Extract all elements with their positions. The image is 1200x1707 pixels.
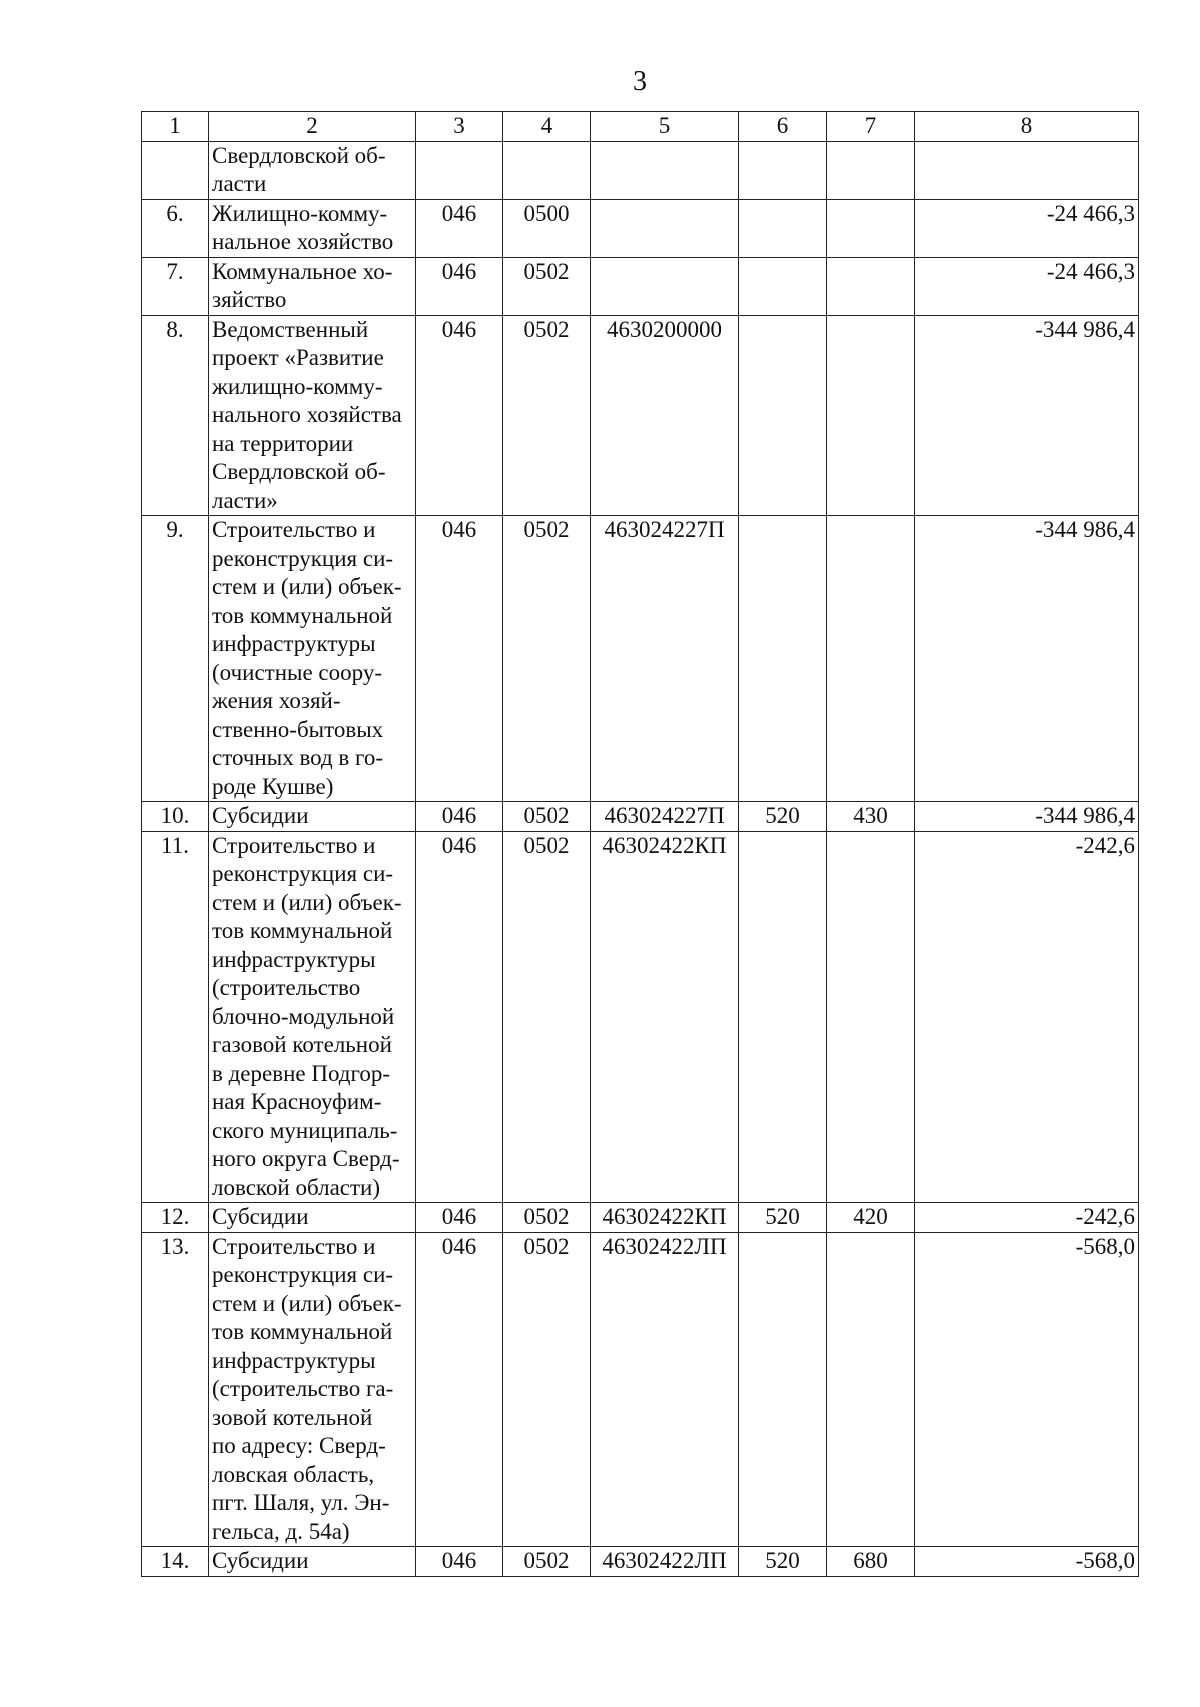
row-name-line: тов коммунальной bbox=[212, 1319, 393, 1344]
row-name-line: стем и (или) объек- bbox=[212, 1290, 402, 1316]
ministry-code-cell: 046 bbox=[416, 1232, 503, 1547]
row-name-line: гельса, д. 54а) bbox=[212, 1518, 350, 1544]
section-code-cell: 0500 bbox=[503, 199, 591, 257]
ministry-code-cell: 046 bbox=[416, 1203, 503, 1233]
row-name-line: Коммунальное хо- bbox=[212, 258, 393, 284]
row-name-line: ная Красноуфим- bbox=[212, 1089, 382, 1114]
row-number-cell: 9. bbox=[142, 516, 209, 802]
row-name-line: Ведомственный bbox=[212, 316, 369, 342]
page-number: 3 bbox=[633, 66, 647, 97]
row-number-cell: 10. bbox=[142, 802, 209, 832]
expense-type-cell bbox=[739, 141, 827, 199]
column-7-cell bbox=[827, 315, 915, 516]
expense-type-cell: 520 bbox=[739, 1547, 827, 1577]
target-article-cell bbox=[591, 257, 739, 315]
table-body bbox=[142, 112, 1139, 1577]
row-name-line: Субсидии bbox=[212, 803, 309, 828]
table-row bbox=[142, 315, 1139, 516]
column-7-cell: 430 bbox=[827, 802, 915, 832]
amount-cell: -344 986,4 bbox=[915, 516, 1139, 802]
row-number-cell bbox=[142, 141, 209, 199]
row-name-cell bbox=[209, 516, 416, 802]
target-article-cell: 463024227П bbox=[591, 802, 739, 832]
section-code-cell: 0502 bbox=[503, 516, 591, 802]
row-name-cell bbox=[209, 1232, 416, 1547]
row-name-line: сточных вод в го- bbox=[212, 745, 384, 770]
expense-type-cell bbox=[739, 1232, 827, 1547]
row-name-cell bbox=[209, 802, 416, 832]
budget-table bbox=[141, 111, 1139, 1577]
section-code-cell: 0502 bbox=[503, 257, 591, 315]
section-code-cell bbox=[503, 141, 591, 199]
header-row bbox=[142, 112, 1139, 142]
row-name-line: зяйство bbox=[212, 287, 287, 312]
column-7-cell: 680 bbox=[827, 1547, 915, 1577]
amount-cell: -24 466,3 bbox=[915, 257, 1139, 315]
row-name-line: блочно-модульной bbox=[212, 1003, 395, 1029]
amount-cell: -568,0 bbox=[915, 1232, 1139, 1547]
ministry-code-cell: 046 bbox=[416, 516, 503, 802]
row-name-line: ловской области) bbox=[212, 1174, 381, 1200]
row-name-line: проект «Развитие bbox=[212, 345, 384, 370]
row-name-line: стем и (или) объек- bbox=[212, 574, 402, 599]
row-name-line: Субсидии bbox=[212, 1548, 309, 1573]
row-name-cell bbox=[209, 315, 416, 516]
row-name-line: реконструкция си- bbox=[212, 861, 394, 886]
table-row bbox=[142, 831, 1139, 1203]
amount-cell: -24 466,3 bbox=[915, 199, 1139, 257]
row-name-line: жения хозяй- bbox=[212, 688, 341, 713]
row-number-cell: 13. bbox=[142, 1232, 209, 1547]
row-name-cell bbox=[209, 1547, 416, 1577]
expense-type-cell: 520 bbox=[739, 802, 827, 832]
row-name-line: в деревне Подгор- bbox=[212, 1060, 391, 1086]
column-header: 6 bbox=[739, 112, 827, 142]
table-row bbox=[142, 802, 1139, 832]
row-name-line: Свердловской об- bbox=[212, 142, 386, 168]
row-number-cell: 8. bbox=[142, 315, 209, 516]
table-row bbox=[142, 199, 1139, 257]
amount-cell bbox=[915, 141, 1139, 199]
target-article-cell: 46302422ЛП bbox=[591, 1232, 739, 1547]
amount-cell: -568,0 bbox=[915, 1547, 1139, 1577]
row-name-line: реконструкция си- bbox=[212, 1262, 394, 1287]
column-7-cell: 420 bbox=[827, 1203, 915, 1233]
column-header: 1 bbox=[142, 112, 209, 142]
row-name-line: роде Кушве) bbox=[212, 773, 334, 799]
row-name-cell bbox=[209, 831, 416, 1203]
target-article-cell: 46302422ЛП bbox=[591, 1547, 739, 1577]
target-article-cell: 463024227П bbox=[591, 516, 739, 802]
row-name-cell bbox=[209, 199, 416, 257]
row-number-cell: 6. bbox=[142, 199, 209, 257]
row-name-line: Свердловской об- bbox=[212, 459, 386, 484]
column-header: 4 bbox=[503, 112, 591, 142]
row-name-line: Субсидии bbox=[212, 1204, 309, 1229]
ministry-code-cell: 046 bbox=[416, 199, 503, 257]
row-name-line: реконструкция си- bbox=[212, 545, 394, 571]
row-name-line: пгт. Шаля, ул. Эн- bbox=[212, 1490, 390, 1515]
expense-type-cell bbox=[739, 831, 827, 1203]
row-number-cell: 12. bbox=[142, 1203, 209, 1233]
ministry-code-cell bbox=[416, 141, 503, 199]
expense-type-cell bbox=[739, 199, 827, 257]
row-name-line: Жилищно-комму- bbox=[212, 200, 388, 226]
row-name-line: (очистные соору- bbox=[212, 659, 382, 685]
column-header: 5 bbox=[591, 112, 739, 142]
row-name-cell bbox=[209, 1203, 416, 1233]
row-name-line: инфраструктуры bbox=[212, 631, 376, 656]
amount-cell: -242,6 bbox=[915, 1203, 1139, 1233]
row-name-line: инфраструктуры bbox=[212, 946, 376, 972]
table-row bbox=[142, 141, 1139, 199]
row-name-line: на территории bbox=[212, 430, 354, 456]
row-name-line: ласти» bbox=[212, 487, 278, 513]
row-name-line: ственно-бытовых bbox=[212, 716, 384, 742]
table-row bbox=[142, 1547, 1139, 1577]
column-7-cell bbox=[827, 1232, 915, 1547]
ministry-code-cell: 046 bbox=[416, 831, 503, 1203]
row-name-line: ского муниципаль- bbox=[212, 1117, 398, 1143]
target-article-cell: 4630200000 bbox=[591, 315, 739, 516]
row-number-cell: 14. bbox=[142, 1547, 209, 1577]
row-name-line: зовой котельной bbox=[212, 1404, 373, 1430]
column-7-cell bbox=[827, 257, 915, 315]
column-header: 2 bbox=[209, 112, 416, 142]
expense-type-cell bbox=[739, 315, 827, 516]
section-code-cell: 0502 bbox=[503, 831, 591, 1203]
row-name-line: нальное хозяйство bbox=[212, 229, 394, 254]
target-article-cell: 46302422КП bbox=[591, 1203, 739, 1233]
row-name-line: газовой котельной bbox=[212, 1032, 392, 1057]
ministry-code-cell: 046 bbox=[416, 315, 503, 516]
column-7-cell bbox=[827, 516, 915, 802]
ministry-code-cell: 046 bbox=[416, 802, 503, 832]
table-row bbox=[142, 257, 1139, 315]
row-name-line: Строительство и bbox=[212, 517, 376, 542]
row-name-line: нального хозяйства bbox=[212, 402, 402, 427]
row-number-cell: 11. bbox=[142, 831, 209, 1203]
row-name-line: по адресу: Сверд- bbox=[212, 1433, 386, 1458]
column-7-cell bbox=[827, 199, 915, 257]
target-article-cell bbox=[591, 199, 739, 257]
column-header: 3 bbox=[416, 112, 503, 142]
column-header: 7 bbox=[827, 112, 915, 142]
row-name-line: тов коммунальной bbox=[212, 602, 393, 628]
ministry-code-cell: 046 bbox=[416, 257, 503, 315]
row-name-line: Строительство и bbox=[212, 1233, 376, 1259]
section-code-cell: 0502 bbox=[503, 802, 591, 832]
column-7-cell bbox=[827, 141, 915, 199]
row-name-cell bbox=[209, 257, 416, 315]
expense-type-cell: 520 bbox=[739, 1203, 827, 1233]
row-name-line: Строительство и bbox=[212, 832, 376, 858]
row-name-line: ного округа Сверд- bbox=[212, 1146, 400, 1171]
section-code-cell: 0502 bbox=[503, 1232, 591, 1547]
section-code-cell: 0502 bbox=[503, 1547, 591, 1577]
amount-cell: -344 986,4 bbox=[915, 802, 1139, 832]
row-name-line: тов коммунальной bbox=[212, 918, 393, 943]
table-row bbox=[142, 516, 1139, 802]
target-article-cell bbox=[591, 141, 739, 199]
column-header: 8 bbox=[915, 112, 1139, 142]
amount-cell: -242,6 bbox=[915, 831, 1139, 1203]
row-number-cell: 7. bbox=[142, 257, 209, 315]
row-name-cell bbox=[209, 141, 416, 199]
column-7-cell bbox=[827, 831, 915, 1203]
section-code-cell: 0502 bbox=[503, 1203, 591, 1233]
expense-type-cell bbox=[739, 257, 827, 315]
table-row bbox=[142, 1203, 1139, 1233]
amount-cell: -344 986,4 bbox=[915, 315, 1139, 516]
row-name-line: (строительство га- bbox=[212, 1376, 394, 1401]
section-code-cell: 0502 bbox=[503, 315, 591, 516]
ministry-code-cell: 046 bbox=[416, 1547, 503, 1577]
row-name-line: стем и (или) объек- bbox=[212, 889, 402, 915]
row-name-line: ловская область, bbox=[212, 1461, 375, 1487]
table-row bbox=[142, 1232, 1139, 1547]
row-name-line: инфраструктуры bbox=[212, 1347, 376, 1373]
row-name-line: (строительство bbox=[212, 975, 361, 1000]
expense-type-cell bbox=[739, 516, 827, 802]
target-article-cell: 46302422КП bbox=[591, 831, 739, 1203]
row-name-line: жилищно-комму- bbox=[212, 373, 383, 399]
row-name-line: ласти bbox=[212, 171, 267, 196]
